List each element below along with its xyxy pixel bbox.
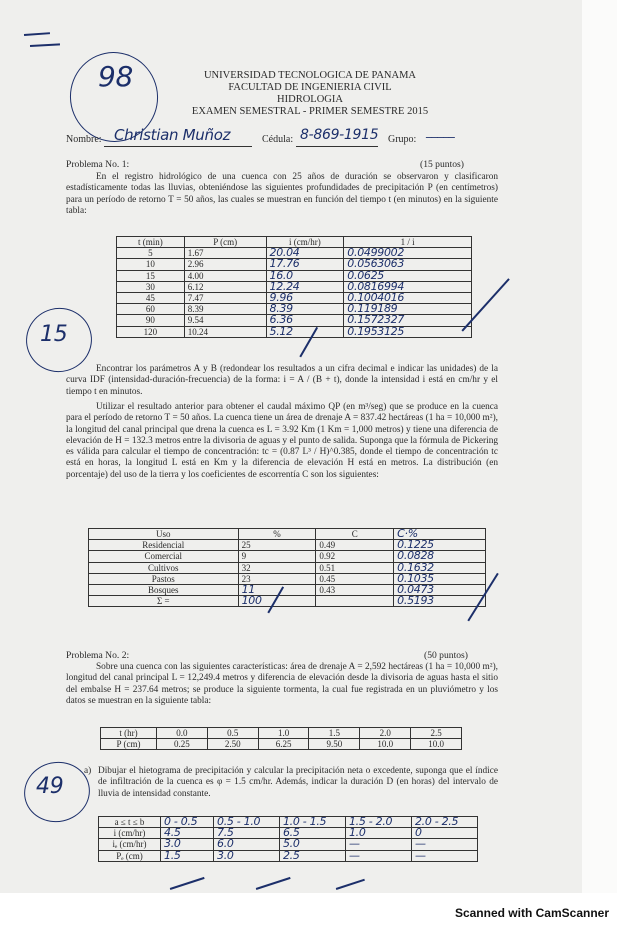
col-header: Uso xyxy=(89,529,239,540)
handwritten-cell: 6.5 xyxy=(279,828,345,839)
table-cell: 2.96 xyxy=(184,259,266,270)
table-row xyxy=(117,326,472,337)
id-underline xyxy=(296,146,378,147)
table-row xyxy=(117,259,472,270)
table-cell: 2.50 xyxy=(207,739,258,750)
storm-table xyxy=(100,727,462,750)
col-header: 1.0 - 1.5 xyxy=(279,817,345,828)
table-row xyxy=(99,828,478,839)
id-label: Cédula: xyxy=(262,134,294,145)
handwritten-cell: 0.0625 xyxy=(344,270,472,281)
problem2-points: (50 puntos) xyxy=(424,650,468,661)
handwritten-cell: 0.0473 xyxy=(394,584,486,595)
table-cell: 0.0 xyxy=(157,728,208,739)
table-cell: 0.92 xyxy=(316,551,394,562)
handwritten-cell: 6.0 xyxy=(214,839,280,850)
name-value: Christian Muñoz xyxy=(114,126,231,144)
handwritten-cell: 0.1632 xyxy=(394,562,486,573)
table-row xyxy=(89,596,486,607)
group-value: _____ xyxy=(426,124,455,138)
table-row xyxy=(99,850,478,861)
col-header: 1.5 - 2.0 xyxy=(345,817,411,828)
item-a-label: a) xyxy=(84,766,92,776)
table-cell: 32 xyxy=(238,562,316,573)
col-header: C·% xyxy=(394,529,486,540)
handwritten-cell: 16.0 xyxy=(266,270,344,281)
table-cell: 9.50 xyxy=(309,739,360,750)
handwritten-cell: 0.1225 xyxy=(394,540,486,551)
table-cell: 25 xyxy=(238,540,316,551)
precipitation-table xyxy=(116,236,472,338)
problem1-score: 15 xyxy=(40,322,68,347)
name-underline xyxy=(104,146,252,147)
row-header: P (cm) xyxy=(101,739,157,750)
col-header: a ≤ t ≤ b xyxy=(99,817,161,828)
handwritten-cell: 7.5 xyxy=(214,828,280,839)
handwritten-cell: 0 xyxy=(411,828,477,839)
table-cell: 0.45 xyxy=(316,573,394,584)
table-cell: Pastos xyxy=(89,573,239,584)
grade-mark: 98 xyxy=(98,60,134,93)
table-cell: 10.0 xyxy=(411,739,462,750)
table-row xyxy=(117,270,472,281)
table-cell: Comercial xyxy=(89,551,239,562)
problem1-intro: En el registro hidrológico de una cuenca con 25 años de duración se observaron y clasificaron estadísticamente todas las lluvias, obteniéndose las siguientes profundidades de precipitación P (en centímetros) para un período de retorno T = 50 años, las cuales se muestran en función del tiempo t (en minutos) en la siguiente tabla: xyxy=(66,172,498,216)
col-header: t (min) xyxy=(117,237,185,248)
handwritten-cell: 2.5 xyxy=(279,850,345,861)
problem1-para3: Utilizar el resultado anterior para obtener el caudal máximo QP (en m³/seg) que se produce en la cuenca para el período de retorno T = 50 años. La cuenca tiene un área de drenaje A = 837.42 hectáreas (1 ha = 10,000 m²), la longitud del canal principal que drena la cuenca es L = 3.92 Km (1 Km = 1,000 metros) y tiene una diferencia de elevación de H = 132.3 metros entre la divisoria de aguas y el punto de salida. Suponga que la fórmula de Pickering es válida para calcular el tiempo de concentración: tc = (0.87 L³ / H)^0.385, donde el tiempo de concentración tc está en horas, la longitud L está en Km y la diferencia de elevación H está en metros. La distribución (en porcentaje) del uso de la tierra y los coeficientes de escorrentía C son los siguientes: xyxy=(66,402,498,480)
row-header: Pₑ (cm) xyxy=(99,850,161,861)
handwritten-cell: 0.1953125 xyxy=(344,326,472,337)
handwritten-cell: 0.0563063 xyxy=(344,259,472,270)
handwritten-cell: 0.119189 xyxy=(344,304,472,315)
table-row xyxy=(117,248,472,259)
table-row xyxy=(117,281,472,292)
subject-name: HIDROLOGIA xyxy=(277,94,343,105)
table-cell: 7.47 xyxy=(184,292,266,303)
table-cell: 90 xyxy=(117,315,185,326)
handwritten-cell: 0.1572327 xyxy=(344,315,472,326)
group-label: Grupo: xyxy=(388,134,417,145)
table-cell: 0.5 xyxy=(207,728,258,739)
table-cell: 1.5 xyxy=(309,728,360,739)
table-row xyxy=(89,562,486,573)
check-mark xyxy=(336,879,365,890)
problem2-score: 49 xyxy=(36,774,64,799)
row-header: iₑ (cm/hr) xyxy=(99,839,161,850)
handwritten-cell: 1.0 xyxy=(345,828,411,839)
problem1-para2: Encontrar los parámetros A y B (redondear los resultados a un cifra decimal e indicar las unidades) de la curva IDF (intensidad-duración-frecuencia) de la forma: i = A / (B + t), donde la intensidad i está en cm/hr y el tiempo t en minutos. xyxy=(66,364,498,397)
table-cell: 30 xyxy=(117,281,185,292)
table-cell: 10.24 xyxy=(184,326,266,337)
col-header: 0 - 0.5 xyxy=(161,817,214,828)
land-use-table xyxy=(88,528,486,607)
table-cell: 1.0 xyxy=(258,728,309,739)
table-cell: 6.12 xyxy=(184,281,266,292)
pen-mark xyxy=(30,43,60,46)
handwritten-cell: 0.0816994 xyxy=(344,281,472,292)
table-cell: 45 xyxy=(117,292,185,303)
university-name: UNIVERSIDAD TECNOLOGICA DE PANAMA xyxy=(203,70,417,81)
handwritten-cell: 12.24 xyxy=(266,281,344,292)
table-cell: 4.00 xyxy=(184,270,266,281)
table-row xyxy=(117,304,472,315)
table-row xyxy=(101,728,462,739)
table-cell: 10 xyxy=(117,259,185,270)
camscanner-watermark: Scanned with CamScanner xyxy=(454,906,609,920)
table-cell: 1.67 xyxy=(184,248,266,259)
row-header: t (hr) xyxy=(101,728,157,739)
handwritten-cell: 0.0499002 xyxy=(344,248,472,259)
handwritten-cell: 5.12 xyxy=(266,326,344,337)
table-cell: 0.25 xyxy=(157,739,208,750)
table-cell: 2.0 xyxy=(360,728,411,739)
table-row xyxy=(89,540,486,551)
col-header: 1 / i xyxy=(344,237,472,248)
table-cell: 0.43 xyxy=(316,584,394,595)
table-cell: 23 xyxy=(238,573,316,584)
handwritten-cell: 9.96 xyxy=(266,292,344,303)
handwritten-cell: 0.1004016 xyxy=(344,292,472,303)
handwritten-cell: 3.0 xyxy=(161,839,214,850)
table-cell xyxy=(316,596,394,607)
table-cell: Residencial xyxy=(89,540,239,551)
handwritten-cell: 5.0 xyxy=(279,839,345,850)
table-row xyxy=(117,292,472,303)
table-cell: Cultivos xyxy=(89,562,239,573)
col-header: 0.5 - 1.0 xyxy=(214,817,280,828)
handwritten-cell: 20.04 xyxy=(266,248,344,259)
table-cell: 8.39 xyxy=(184,304,266,315)
check-mark xyxy=(170,877,205,890)
table-row xyxy=(117,315,472,326)
col-header: i (cm/hr) xyxy=(266,237,344,248)
problem1-title: Problema No. 1: xyxy=(66,159,130,170)
handwritten-cell: 4.5 xyxy=(161,828,214,839)
faculty-name: FACULTAD DE INGENIERIA CIVIL xyxy=(228,82,392,93)
table-row xyxy=(89,584,486,595)
handwritten-cell: 3.0 xyxy=(214,850,280,861)
table-row xyxy=(99,839,478,850)
handwritten-cell: — xyxy=(345,850,411,861)
table-cell: 60 xyxy=(117,304,185,315)
table-cell: 9.54 xyxy=(184,315,266,326)
col-header: 2.0 - 2.5 xyxy=(411,817,477,828)
table-cell: 9 xyxy=(238,551,316,562)
handwritten-cell: — xyxy=(345,839,411,850)
table-cell: 2.5 xyxy=(411,728,462,739)
handwritten-cell: 0.1035 xyxy=(394,573,486,584)
item-a-text: Dibujar el hietograma de precipitación y calcular la precipitación neta o excedente, suponga que el índice de infiltración de la cuenca es φ = 1.5 cm/hr. Además, indicar la duración D (en horas) del intervalo de lluvia de intensidad constante. xyxy=(98,766,498,799)
name-label: Nombre: xyxy=(66,134,102,145)
handwritten-cell: 6.36 xyxy=(266,315,344,326)
table-cell: 120 xyxy=(117,326,185,337)
exam-title: EXAMEN SEMESTRAL - PRIMER SEMESTRE 2015 xyxy=(191,106,429,117)
check-mark xyxy=(256,877,291,890)
handwritten-cell: 1.5 xyxy=(161,850,214,861)
page-edge xyxy=(582,0,617,893)
id-value: 8-869-1915 xyxy=(300,127,379,143)
pen-mark xyxy=(24,32,50,35)
table-cell: Bosques xyxy=(89,584,239,595)
col-header: % xyxy=(238,529,316,540)
table-cell: 6.25 xyxy=(258,739,309,750)
table-cell: Σ = xyxy=(89,596,239,607)
handwritten-cell: 0.5193 xyxy=(394,596,486,607)
handwritten-cell: — xyxy=(411,850,477,861)
table-cell: 10.0 xyxy=(360,739,411,750)
hyetograph-table xyxy=(98,816,478,862)
table-cell: 5 xyxy=(117,248,185,259)
problem2-title: Problema No. 2: xyxy=(66,650,130,661)
row-header: i (cm/hr) xyxy=(99,828,161,839)
table-row xyxy=(89,551,486,562)
handwritten-cell: 17.76 xyxy=(266,259,344,270)
problem2-intro: Sobre una cuenca con las siguientes características: área de drenaje A = 2,592 hectáreas (1 ha = 10,000 m²), longitud del canal principal L = 12,249.4 metros y diferencia de elevación desde la divisoria de aguas hasta el sitio del embalse H = 237.64 metros; se produce la siguiente tormenta, la cual fue registrada en un pluviómetro y los datos se muestran en la siguiente tabla: xyxy=(66,662,498,706)
handwritten-cell: 11 xyxy=(238,584,316,595)
handwritten-cell: 8.39 xyxy=(266,304,344,315)
handwritten-cell: — xyxy=(411,839,477,850)
table-row xyxy=(89,573,486,584)
table-cell: 15 xyxy=(117,270,185,281)
problem1-points: (15 puntos) xyxy=(420,159,464,170)
table-row xyxy=(101,739,462,750)
table-cell: 0.49 xyxy=(316,540,394,551)
table-cell: 0.51 xyxy=(316,562,394,573)
handwritten-cell: 100 xyxy=(238,596,316,607)
handwritten-cell: 0.0828 xyxy=(394,551,486,562)
col-header: P (cm) xyxy=(184,237,266,248)
col-header: C xyxy=(316,529,394,540)
